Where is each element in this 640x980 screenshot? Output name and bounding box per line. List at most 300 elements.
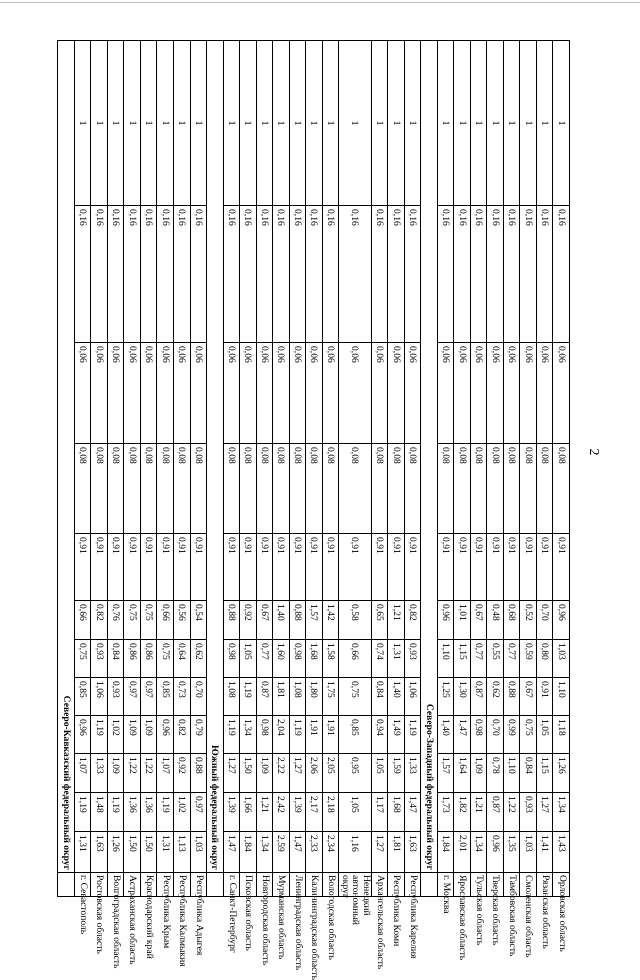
value-cell: 1,19 bbox=[289, 716, 306, 754]
value-cell: 1,31 bbox=[74, 832, 91, 873]
value-cell: 1,17 bbox=[371, 793, 388, 832]
value-cell: 0,91 bbox=[404, 534, 421, 601]
value-cell: 1,50 bbox=[124, 832, 141, 873]
value-cell: 1,21 bbox=[256, 793, 273, 832]
value-cell: 0,93 bbox=[404, 640, 421, 678]
value-cell: 1 bbox=[520, 41, 537, 206]
value-cell: 0,59 bbox=[520, 640, 537, 678]
value-cell: 1,47 bbox=[404, 793, 421, 832]
region-name: г. Санкт-Петербург bbox=[223, 873, 240, 897]
value-cell: 0,93 bbox=[91, 640, 108, 678]
value-cell: 0,87 bbox=[487, 793, 504, 832]
region-name: Архангельская область bbox=[371, 873, 388, 897]
section-label: Северо-Западный федеральный округ bbox=[421, 41, 438, 873]
value-cell: 0,06 bbox=[553, 343, 570, 444]
value-cell: 0,67 bbox=[470, 601, 487, 640]
value-cell: 1,66 bbox=[240, 793, 257, 832]
value-cell: 0,79 bbox=[190, 716, 207, 754]
value-cell: 0,56 bbox=[174, 601, 191, 640]
value-cell: 0,96 bbox=[74, 716, 91, 754]
value-cell: 1 bbox=[124, 41, 141, 206]
value-cell: 0,08 bbox=[536, 444, 553, 534]
value-cell: 0,06 bbox=[157, 343, 174, 444]
value-cell: 0,08 bbox=[124, 444, 141, 534]
value-cell: 0,77 bbox=[503, 640, 520, 678]
value-cell: 0,91 bbox=[371, 534, 388, 601]
value-cell: 1,06 bbox=[404, 678, 421, 716]
value-cell: 0,08 bbox=[107, 444, 124, 534]
value-cell: 1 bbox=[339, 41, 372, 206]
value-cell: 1,40 bbox=[273, 601, 290, 640]
value-cell: 0,06 bbox=[273, 343, 290, 444]
value-cell: 1,19 bbox=[240, 678, 257, 716]
value-cell: 0,06 bbox=[371, 343, 388, 444]
value-cell: 0,65 bbox=[371, 601, 388, 640]
table-row bbox=[437, 41, 454, 897]
value-cell: 0,08 bbox=[74, 444, 91, 534]
value-cell: 1,80 bbox=[306, 678, 323, 716]
value-cell: 0,06 bbox=[437, 343, 454, 444]
value-cell: 0,16 bbox=[520, 206, 537, 343]
value-cell: 0,16 bbox=[256, 206, 273, 343]
value-cell: 0,08 bbox=[371, 444, 388, 534]
value-cell: 0,08 bbox=[91, 444, 108, 534]
value-cell: 0,16 bbox=[157, 206, 174, 343]
value-cell: 0,08 bbox=[388, 444, 405, 534]
value-cell: 0,08 bbox=[256, 444, 273, 534]
value-cell: 1,60 bbox=[273, 640, 290, 678]
region-name: Ростовская область bbox=[91, 873, 108, 897]
value-cell: 1,02 bbox=[174, 793, 191, 832]
value-cell: 0,87 bbox=[470, 678, 487, 716]
region-name: г. Севастополь bbox=[74, 873, 91, 897]
table-row bbox=[536, 41, 553, 897]
value-cell: 0,91 bbox=[322, 534, 339, 601]
value-cell: 0,85 bbox=[339, 716, 372, 754]
value-cell: 0,16 bbox=[503, 206, 520, 343]
value-cell: 0,06 bbox=[240, 343, 257, 444]
value-cell: 0,06 bbox=[107, 343, 124, 444]
value-cell: 0,96 bbox=[437, 601, 454, 640]
value-cell: 1 bbox=[140, 41, 157, 206]
value-cell: 1 bbox=[74, 41, 91, 206]
value-cell: 0,62 bbox=[487, 678, 504, 716]
value-cell: 0,06 bbox=[306, 343, 323, 444]
value-cell: 1,81 bbox=[273, 678, 290, 716]
value-cell: 1,05 bbox=[339, 793, 372, 832]
value-cell: 1,05 bbox=[371, 754, 388, 793]
top-rule bbox=[0, 2, 640, 3]
value-cell: 2,18 bbox=[322, 793, 339, 832]
value-cell: 1,34 bbox=[553, 793, 570, 832]
region-name: Мурманская область bbox=[273, 873, 290, 897]
region-name: Вологодская область bbox=[322, 873, 339, 897]
value-cell: 1 bbox=[223, 41, 240, 206]
value-cell: 1,39 bbox=[223, 793, 240, 832]
region-name: Тамбовская область bbox=[503, 873, 520, 897]
value-cell: 2,33 bbox=[306, 832, 323, 873]
value-cell: 0,75 bbox=[339, 678, 372, 716]
region-name: Ленинградская область bbox=[289, 873, 306, 897]
value-cell: 0,91 bbox=[91, 534, 108, 601]
value-cell: 1,31 bbox=[388, 640, 405, 678]
table-row bbox=[487, 41, 504, 897]
table-row bbox=[157, 41, 174, 897]
value-cell: 0,08 bbox=[273, 444, 290, 534]
value-cell: 1 bbox=[404, 41, 421, 206]
table-row bbox=[520, 41, 537, 897]
value-cell: 1,47 bbox=[454, 716, 471, 754]
region-name: Ненецкий автономный округ bbox=[339, 873, 372, 897]
value-cell: 0,91 bbox=[124, 534, 141, 601]
value-cell: 1,75 bbox=[322, 678, 339, 716]
value-cell: 0,78 bbox=[487, 754, 504, 793]
value-cell: 1,18 bbox=[553, 716, 570, 754]
value-cell: 0,08 bbox=[553, 444, 570, 534]
region-name: Смоленская область bbox=[520, 873, 537, 897]
table-row bbox=[124, 41, 141, 897]
value-cell: 0,06 bbox=[520, 343, 537, 444]
value-cell: 0,08 bbox=[470, 444, 487, 534]
value-cell: 0,16 bbox=[190, 206, 207, 343]
value-cell: 1 bbox=[91, 41, 108, 206]
value-cell: 0,97 bbox=[140, 678, 157, 716]
value-cell: 1 bbox=[536, 41, 553, 206]
value-cell: 1 bbox=[437, 41, 454, 206]
value-cell: 0,16 bbox=[371, 206, 388, 343]
value-cell: 0,92 bbox=[174, 754, 191, 793]
value-cell: 0,73 bbox=[174, 678, 191, 716]
value-cell: 1,42 bbox=[322, 601, 339, 640]
value-cell: 1,08 bbox=[223, 678, 240, 716]
value-cell: 0,16 bbox=[174, 206, 191, 343]
empty-cell bbox=[421, 873, 438, 897]
value-cell: 0,80 bbox=[536, 640, 553, 678]
value-cell: 0,75 bbox=[157, 640, 174, 678]
region-name: Республика Крым bbox=[157, 873, 174, 897]
value-cell: 0,91 bbox=[190, 534, 207, 601]
value-cell: 0,06 bbox=[289, 343, 306, 444]
value-cell: 1,21 bbox=[388, 601, 405, 640]
value-cell: 2,05 bbox=[322, 754, 339, 793]
value-cell: 1,58 bbox=[322, 640, 339, 678]
region-name: Псковская область bbox=[240, 873, 257, 897]
value-cell: 1,63 bbox=[91, 832, 108, 873]
value-cell: 0,16 bbox=[74, 206, 91, 343]
region-name: Новгородская область bbox=[256, 873, 273, 897]
section-label: Северо-Кавказский федеральный округ bbox=[58, 41, 75, 873]
value-cell: 1,25 bbox=[437, 678, 454, 716]
table-row bbox=[503, 41, 520, 897]
value-cell: 0,96 bbox=[157, 716, 174, 754]
value-cell: 2,42 bbox=[273, 793, 290, 832]
value-cell: 1,09 bbox=[256, 754, 273, 793]
value-cell: 1,19 bbox=[157, 793, 174, 832]
value-cell: 1,40 bbox=[388, 678, 405, 716]
region-name: Республика Коми bbox=[388, 873, 405, 897]
value-cell: 2,22 bbox=[273, 754, 290, 793]
value-cell: 0,08 bbox=[289, 444, 306, 534]
value-cell: 0,84 bbox=[371, 678, 388, 716]
value-cell: 1,05 bbox=[240, 640, 257, 678]
value-cell: 0,91 bbox=[388, 534, 405, 601]
value-cell: 0,85 bbox=[157, 678, 174, 716]
empty-cell bbox=[58, 873, 75, 897]
value-cell: 0,75 bbox=[74, 640, 91, 678]
value-cell: 1,50 bbox=[140, 832, 157, 873]
value-cell: 0,16 bbox=[454, 206, 471, 343]
value-cell: 1 bbox=[190, 41, 207, 206]
value-cell: 1,68 bbox=[306, 640, 323, 678]
value-cell: 1,09 bbox=[124, 716, 141, 754]
value-cell: 1,63 bbox=[404, 832, 421, 873]
value-cell: 1,91 bbox=[322, 716, 339, 754]
value-cell: 0,16 bbox=[487, 206, 504, 343]
section-row bbox=[421, 41, 438, 897]
value-cell: 0,67 bbox=[520, 678, 537, 716]
value-cell: 1,41 bbox=[536, 832, 553, 873]
value-cell: 0,16 bbox=[124, 206, 141, 343]
value-cell: 1,27 bbox=[223, 754, 240, 793]
value-cell: 0,91 bbox=[470, 534, 487, 601]
value-cell: 0,93 bbox=[520, 793, 537, 832]
value-cell: 1,33 bbox=[91, 754, 108, 793]
value-cell: 2,17 bbox=[306, 793, 323, 832]
value-cell: 1,19 bbox=[107, 793, 124, 832]
value-cell: 1 bbox=[289, 41, 306, 206]
value-cell: 0,91 bbox=[273, 534, 290, 601]
value-cell: 1,13 bbox=[174, 832, 191, 873]
value-cell: 1 bbox=[256, 41, 273, 206]
value-cell: 0,06 bbox=[74, 343, 91, 444]
value-cell: 2,01 bbox=[454, 832, 471, 873]
value-cell: 0,70 bbox=[536, 601, 553, 640]
value-cell: 0,70 bbox=[190, 678, 207, 716]
value-cell: 0,91 bbox=[553, 534, 570, 601]
value-cell: 0,77 bbox=[470, 640, 487, 678]
value-cell: 1 bbox=[240, 41, 257, 206]
value-cell: 1,35 bbox=[503, 832, 520, 873]
value-cell: 1,36 bbox=[124, 793, 141, 832]
region-name: Республика Карелия bbox=[404, 873, 421, 897]
value-cell: 1 bbox=[107, 41, 124, 206]
value-cell: 1,64 bbox=[454, 754, 471, 793]
value-cell: 1,57 bbox=[437, 754, 454, 793]
value-cell: 1,30 bbox=[454, 678, 471, 716]
value-cell: 0,06 bbox=[470, 343, 487, 444]
value-cell: 1,09 bbox=[470, 754, 487, 793]
value-cell: 0,08 bbox=[437, 444, 454, 534]
value-cell: 0,85 bbox=[74, 678, 91, 716]
value-cell: 0,06 bbox=[91, 343, 108, 444]
value-cell: 0,75 bbox=[520, 716, 537, 754]
value-cell: 1,59 bbox=[388, 754, 405, 793]
value-cell: 0,08 bbox=[306, 444, 323, 534]
value-cell: 0,16 bbox=[306, 206, 323, 343]
value-cell: 1,84 bbox=[437, 832, 454, 873]
value-cell: 0,91 bbox=[454, 534, 471, 601]
value-cell: 0,84 bbox=[107, 640, 124, 678]
value-cell: 1,21 bbox=[470, 793, 487, 832]
value-cell: 0,08 bbox=[454, 444, 471, 534]
value-cell: 0,82 bbox=[174, 716, 191, 754]
value-cell: 1,08 bbox=[289, 678, 306, 716]
region-name: Калининградская область bbox=[306, 873, 323, 897]
value-cell: 0,66 bbox=[157, 601, 174, 640]
value-cell: 1,07 bbox=[157, 754, 174, 793]
value-cell: 1,10 bbox=[437, 640, 454, 678]
value-cell: 0,67 bbox=[256, 601, 273, 640]
value-cell: 1,31 bbox=[157, 832, 174, 873]
value-cell: 0,06 bbox=[190, 343, 207, 444]
value-cell: 0,91 bbox=[503, 534, 520, 601]
value-cell: 0,98 bbox=[470, 716, 487, 754]
value-cell: 0,08 bbox=[322, 444, 339, 534]
value-cell: 0,98 bbox=[223, 640, 240, 678]
value-cell: 1,09 bbox=[107, 754, 124, 793]
value-cell: 0,97 bbox=[124, 678, 141, 716]
value-cell: 1,47 bbox=[223, 832, 240, 873]
value-cell: 1 bbox=[273, 41, 290, 206]
value-cell: 0,91 bbox=[107, 534, 124, 601]
value-cell: 1,57 bbox=[306, 601, 323, 640]
region-name: Республика Адыгея bbox=[190, 873, 207, 897]
value-cell: 1,34 bbox=[256, 832, 273, 873]
region-name: Астраханская область bbox=[124, 873, 141, 897]
value-cell: 0,16 bbox=[240, 206, 257, 343]
value-cell: 1,22 bbox=[124, 754, 141, 793]
value-cell: 0,08 bbox=[140, 444, 157, 534]
region-name: Рязанская область bbox=[536, 873, 553, 897]
region-name: Тверская область bbox=[487, 873, 504, 897]
value-cell: 0,94 bbox=[371, 716, 388, 754]
table-row bbox=[273, 41, 290, 897]
value-cell: 1,03 bbox=[190, 832, 207, 873]
value-cell: 0,06 bbox=[487, 343, 504, 444]
value-cell: 0,96 bbox=[553, 601, 570, 640]
empty-cell bbox=[207, 873, 224, 897]
value-cell: 1,06 bbox=[91, 678, 108, 716]
value-cell: 1,50 bbox=[240, 754, 257, 793]
value-cell: 0,66 bbox=[339, 640, 372, 678]
value-cell: 1,19 bbox=[91, 716, 108, 754]
value-cell: 1,27 bbox=[289, 754, 306, 793]
value-cell: 0,08 bbox=[503, 444, 520, 534]
value-cell: 0,48 bbox=[487, 601, 504, 640]
value-cell: 0,06 bbox=[174, 343, 191, 444]
value-cell: 0,06 bbox=[536, 343, 553, 444]
value-cell: 0,91 bbox=[223, 534, 240, 601]
value-cell: 1,05 bbox=[536, 716, 553, 754]
value-cell: 1,19 bbox=[404, 716, 421, 754]
region-name: Тульская область bbox=[470, 873, 487, 897]
table-row bbox=[223, 41, 240, 897]
value-cell: 0,86 bbox=[124, 640, 141, 678]
value-cell: 0,16 bbox=[289, 206, 306, 343]
value-cell: 1,16 bbox=[339, 832, 372, 873]
rotated-table-region bbox=[60, 40, 570, 980]
table-row bbox=[107, 41, 124, 897]
value-cell: 0,06 bbox=[124, 343, 141, 444]
value-cell: 0,54 bbox=[190, 601, 207, 640]
value-cell: 0,91 bbox=[140, 534, 157, 601]
value-cell: 1,03 bbox=[553, 640, 570, 678]
table-row bbox=[289, 41, 306, 897]
value-cell: 0,16 bbox=[536, 206, 553, 343]
value-cell: 0,08 bbox=[190, 444, 207, 534]
value-cell: 0,66 bbox=[74, 601, 91, 640]
value-cell: 1,39 bbox=[289, 793, 306, 832]
table-row bbox=[388, 41, 405, 897]
value-cell: 0,08 bbox=[487, 444, 504, 534]
region-name: Орловская область bbox=[553, 873, 570, 897]
value-cell: 1,07 bbox=[74, 754, 91, 793]
value-cell: 0,58 bbox=[339, 601, 372, 640]
value-cell: 0,82 bbox=[91, 601, 108, 640]
value-cell: 0,82 bbox=[404, 601, 421, 640]
value-cell: 2,06 bbox=[306, 754, 323, 793]
value-cell: 0,55 bbox=[487, 640, 504, 678]
value-cell: 0,16 bbox=[322, 206, 339, 343]
value-cell: 0,76 bbox=[107, 601, 124, 640]
value-cell: 0,91 bbox=[306, 534, 323, 601]
value-cell: 1 bbox=[487, 41, 504, 206]
section-label: Южный федеральный округ bbox=[207, 41, 224, 873]
value-cell: 0,97 bbox=[190, 793, 207, 832]
region-name: г. Москва bbox=[437, 873, 454, 897]
value-cell: 0,16 bbox=[470, 206, 487, 343]
value-cell: 0,16 bbox=[273, 206, 290, 343]
table-row bbox=[306, 41, 323, 897]
value-cell: 0,06 bbox=[322, 343, 339, 444]
page-number: 2 bbox=[586, 448, 601, 456]
value-cell: 0,08 bbox=[339, 444, 372, 534]
value-cell: 0,06 bbox=[223, 343, 240, 444]
section-row bbox=[207, 41, 224, 897]
value-cell: 0,08 bbox=[404, 444, 421, 534]
value-cell: 0,87 bbox=[256, 678, 273, 716]
value-cell: 1,10 bbox=[503, 754, 520, 793]
table-row bbox=[322, 41, 339, 897]
value-cell: 1,19 bbox=[223, 716, 240, 754]
table-row bbox=[339, 41, 372, 897]
value-cell: 1 bbox=[157, 41, 174, 206]
value-cell: 0,98 bbox=[256, 716, 273, 754]
value-cell: 1,84 bbox=[240, 832, 257, 873]
value-cell: 1,15 bbox=[536, 754, 553, 793]
value-cell: 1,03 bbox=[520, 832, 537, 873]
value-cell: 1 bbox=[306, 41, 323, 206]
value-cell: 0,88 bbox=[223, 601, 240, 640]
value-cell: 1 bbox=[371, 41, 388, 206]
value-cell: 1,68 bbox=[388, 793, 405, 832]
value-cell: 0,91 bbox=[240, 534, 257, 601]
value-cell: 0,91 bbox=[157, 534, 174, 601]
value-cell: 0,91 bbox=[174, 534, 191, 601]
value-cell: 1 bbox=[553, 41, 570, 206]
value-cell: 1,19 bbox=[74, 793, 91, 832]
value-cell: 0,70 bbox=[487, 716, 504, 754]
value-cell: 0,16 bbox=[223, 206, 240, 343]
value-cell: 0,64 bbox=[174, 640, 191, 678]
value-cell: 0,08 bbox=[223, 444, 240, 534]
value-cell: 1,34 bbox=[470, 832, 487, 873]
value-cell: 0,91 bbox=[487, 534, 504, 601]
table-row bbox=[174, 41, 191, 897]
value-cell: 0,68 bbox=[503, 601, 520, 640]
coefficients-table bbox=[57, 40, 570, 980]
table-row bbox=[454, 41, 471, 897]
